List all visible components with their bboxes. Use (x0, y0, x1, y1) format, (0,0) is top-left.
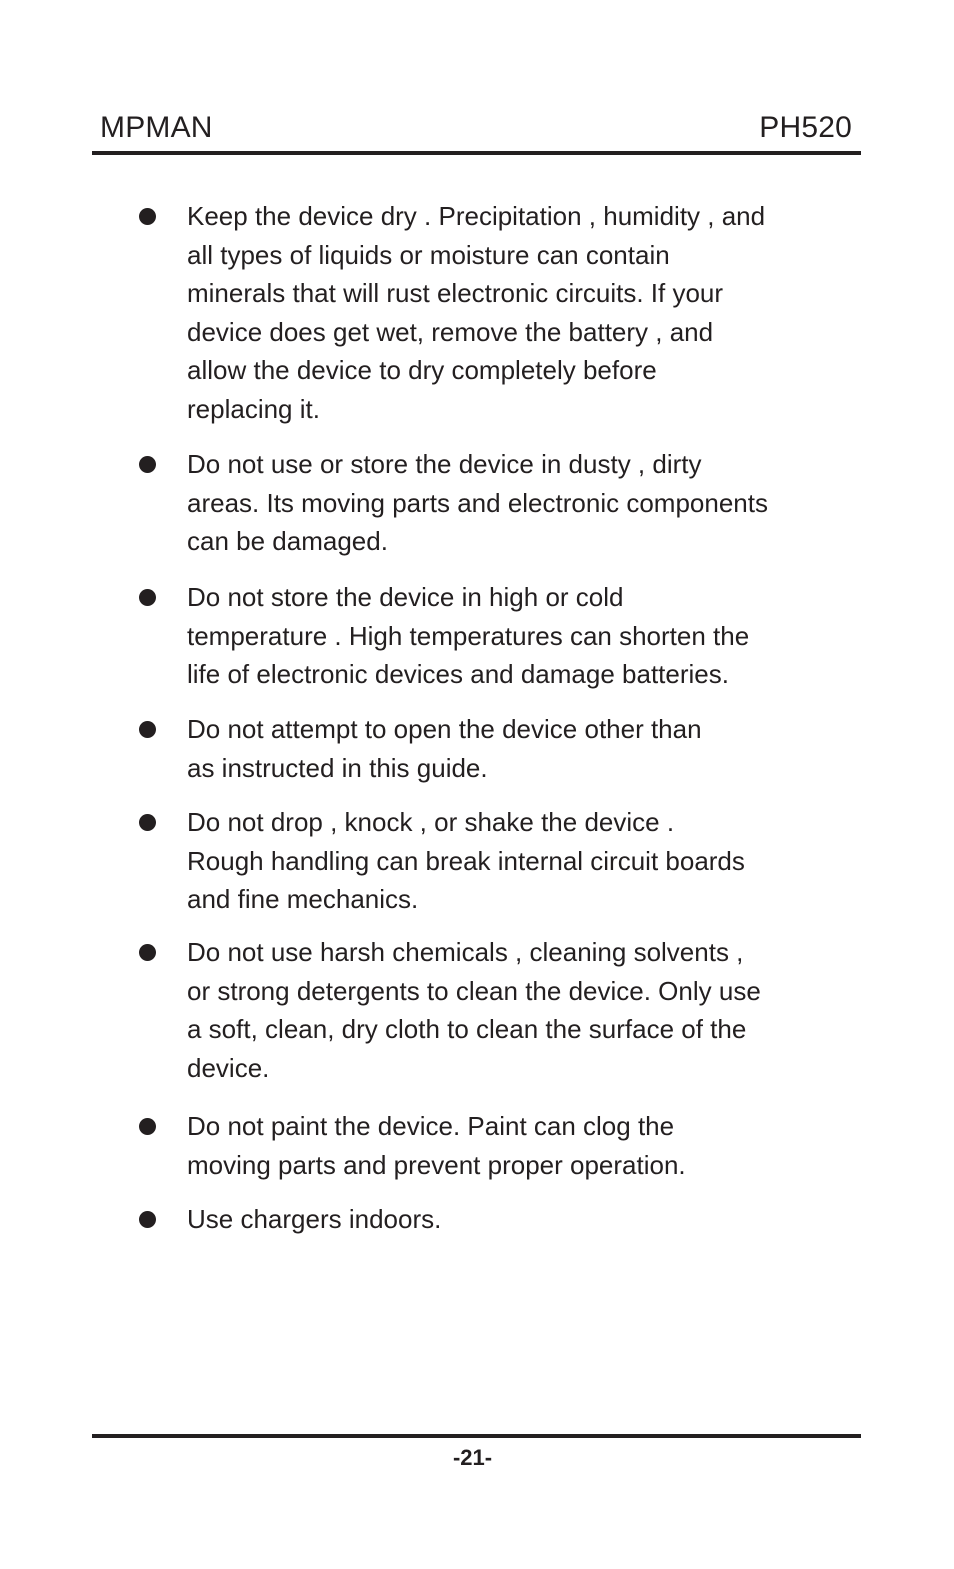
bullet-text: Do not paint the device. Paint can clog the moving parts and prevent proper operation. (187, 1111, 686, 1180)
bullet-dot-icon (138, 445, 156, 483)
bullet-dot-icon (138, 578, 156, 616)
page-number: -21- (452, 1445, 493, 1470)
bullet-dot-icon (138, 710, 156, 748)
bullet-dot-icon (138, 803, 156, 841)
footer-rule (92, 1434, 861, 1438)
bullet-dot-icon (138, 1107, 156, 1145)
bullet-dot-icon (138, 197, 156, 235)
bullet-text: Do not drop , knock , or shake the device . Rough handling can break internal circuit boards and fine mechanics. (187, 807, 745, 914)
bullet-dot-icon (138, 1200, 156, 1238)
header-model: PH520 (759, 111, 852, 144)
bullet-text: Do not use or store the device in dusty , dirty areas. Its moving parts and electronic components can be damaged. (187, 449, 768, 556)
bullet-text: Do not use harsh chemicals , cleaning solvents , or strong detergents to clean the device. Only use a soft, clean, dry cloth to clean the surface of the device. (187, 937, 761, 1083)
bullet-text: Do not store the device in high or cold temperature . High temperatures can shorten the life of electronic devices and damage batteries. (187, 582, 750, 689)
bullet-text: Use chargers indoors. (187, 1204, 442, 1234)
bullet-dot-icon (138, 933, 156, 971)
bullet-text: Do not attempt to open the device other than as instructed in this guide. (187, 714, 702, 783)
bullet-text: Keep the device dry . Precipitation , humidity , and all types of liquids or moisture can contain minerals that will rust electronic circuits. If your device does get wet, remove the battery , and allow the device to dry completely before replacing it. (187, 201, 766, 424)
header-brand: MPMAN (100, 111, 213, 144)
